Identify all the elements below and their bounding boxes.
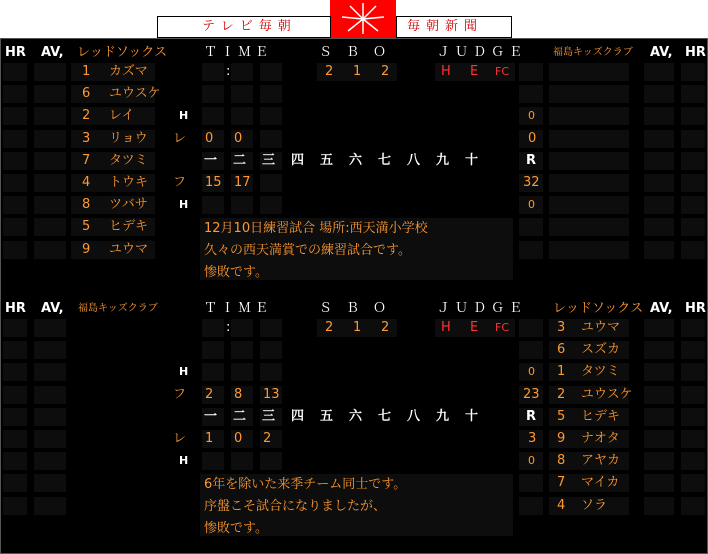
batter-number: 6	[557, 342, 566, 358]
inning-score: 0	[234, 431, 243, 446]
judge-fielders-choice: FC	[495, 321, 510, 334]
hr-slot	[3, 174, 27, 192]
inning-number: 一	[204, 152, 218, 168]
runs-total: 3	[528, 431, 537, 446]
total-slot	[519, 319, 543, 337]
batter-name: タツミ	[581, 364, 620, 380]
hits-marker: H	[179, 365, 189, 379]
inning-number: 四	[291, 408, 305, 424]
hits-total: 0	[528, 365, 535, 379]
inning-number: 九	[436, 408, 450, 424]
hr-slot	[3, 452, 27, 470]
message-line: 12月10日練習試合 場所:西天満小学校	[204, 221, 428, 237]
score-slot	[202, 85, 224, 103]
total-slot	[519, 63, 543, 81]
hr-slot	[3, 363, 27, 381]
batter-number: 4	[557, 497, 566, 513]
batter-number: 8	[82, 197, 91, 213]
opp-slot	[549, 152, 629, 170]
score-slot	[231, 363, 253, 381]
inning-score: 15	[205, 175, 222, 190]
right-av-header: AV,	[650, 45, 673, 60]
hr-slot	[681, 386, 705, 404]
total-slot	[519, 218, 543, 236]
hits-marker: H	[179, 109, 189, 123]
av-slot	[34, 408, 66, 426]
av-slot	[644, 430, 674, 448]
total-slot	[519, 341, 543, 359]
batter-name: カズマ	[109, 64, 148, 79]
runs-total: 23	[523, 386, 540, 402]
score-slot	[260, 196, 282, 214]
message-line: 久々の西天満賞での練習試合です。	[204, 243, 411, 259]
inning-number: 二	[233, 152, 247, 168]
total-slot	[519, 474, 543, 492]
score-slot	[231, 196, 253, 214]
opp-slot	[549, 218, 629, 236]
inning-score: 0	[205, 130, 214, 146]
time-label: ＴＩＭＥ	[204, 45, 273, 60]
hr-slot	[681, 319, 705, 337]
right-av-header: AV,	[650, 301, 673, 316]
sbo-count: 2	[325, 64, 334, 79]
batter-number: 3	[557, 320, 566, 335]
inning-number: 九	[436, 152, 450, 168]
hr-slot	[681, 174, 705, 192]
av-slot	[644, 341, 674, 359]
score-slot	[202, 341, 224, 359]
av-header: AV,	[41, 45, 64, 60]
av-slot	[34, 174, 66, 192]
av-slot	[34, 241, 66, 259]
batter-name: ユウマ	[581, 320, 621, 335]
score-slot	[202, 196, 224, 214]
batter-name: ユウマ	[109, 241, 149, 257]
av-slot	[644, 474, 674, 492]
batter-name: アヤカ	[581, 453, 621, 469]
batter-number: 4	[82, 175, 91, 190]
judge-hit: H	[441, 320, 451, 335]
judge-hit: H	[441, 64, 451, 79]
hits-total: 0	[528, 454, 535, 468]
burst-icon	[330, 0, 396, 38]
left-team-name: 福島キッズクラブ	[78, 303, 158, 314]
hr-slot	[3, 341, 27, 359]
batter-name: ユウスケ	[109, 86, 161, 102]
score-slot	[202, 452, 224, 470]
runs-total: 0	[528, 130, 537, 146]
team-marker: レ	[173, 130, 187, 146]
hr-slot	[3, 152, 27, 170]
hr-slot	[681, 341, 705, 359]
batter-number: 9	[82, 241, 91, 257]
opp-slot	[549, 241, 629, 259]
left-team-name: レッドソックス	[77, 45, 168, 60]
right-hr-header: HR	[685, 301, 706, 316]
total-slot	[519, 497, 543, 515]
hr-slot	[681, 196, 705, 214]
sbo-label: ＳＢＯ	[319, 301, 401, 316]
av-slot	[34, 130, 66, 148]
inning-number: 四	[291, 152, 305, 168]
team-marker: フ	[173, 175, 187, 190]
newspaper-title: 毎朝新聞	[396, 16, 512, 38]
hr-slot	[681, 452, 705, 470]
score-slot	[231, 319, 253, 337]
inning-number: 八	[407, 152, 421, 168]
hr-header: HR	[5, 45, 26, 60]
hr-slot	[681, 63, 705, 81]
score-slot	[260, 107, 282, 125]
inning-score: 2	[263, 431, 272, 446]
av-slot	[644, 497, 674, 515]
sbo-count: 2	[381, 320, 390, 335]
av-slot	[644, 452, 674, 470]
batter-number: 3	[82, 130, 91, 146]
runs-total: 32	[523, 175, 540, 190]
batter-name: ヒデキ	[109, 219, 149, 235]
inning-number: 五	[320, 408, 334, 424]
score-slot	[260, 319, 282, 337]
inning-number: 六	[349, 152, 363, 168]
hr-slot	[681, 130, 705, 148]
judge-label: ＪＵＤＧＥ	[437, 301, 528, 316]
av-header: AV,	[41, 301, 64, 316]
score-slot	[260, 130, 282, 148]
batter-name: マイカ	[581, 475, 620, 491]
av-slot	[34, 107, 66, 125]
opp-slot	[549, 63, 629, 81]
av-slot	[34, 152, 66, 170]
batter-number: 8	[557, 453, 566, 469]
hr-slot	[3, 430, 27, 448]
score-slot	[260, 341, 282, 359]
hr-slot	[3, 319, 27, 337]
score-slot	[260, 452, 282, 470]
hits-marker: H	[179, 198, 189, 212]
hr-slot	[681, 408, 705, 426]
av-slot	[34, 196, 66, 214]
judge-label: ＪＵＤＧＥ	[437, 45, 528, 60]
opp-slot	[549, 196, 629, 214]
batter-number: 5	[557, 408, 566, 424]
inning-number: 五	[320, 152, 334, 168]
right-hr-header: HR	[685, 45, 706, 60]
av-slot	[644, 130, 674, 148]
av-slot	[34, 85, 66, 103]
opp-slot	[549, 107, 629, 125]
inning-score: 17	[234, 175, 251, 190]
hr-slot	[681, 497, 705, 515]
score-slot	[231, 63, 253, 81]
time-value: :	[226, 320, 231, 335]
batter-number: 1	[557, 364, 566, 380]
batter-name: タツミ	[109, 152, 148, 168]
hr-slot	[3, 63, 27, 81]
hr-slot	[681, 241, 705, 259]
hr-slot	[681, 218, 705, 236]
sbo-count: 1	[353, 64, 362, 79]
batter-number: 9	[557, 431, 566, 446]
hr-slot	[3, 196, 27, 214]
newspaper-logo-burst	[330, 0, 396, 38]
message-line: 惨敗です。	[204, 521, 268, 537]
batter-number: 7	[82, 152, 91, 168]
inning-score: 1	[205, 431, 214, 446]
inning-score: 0	[234, 130, 243, 146]
batter-number: 2	[557, 386, 566, 402]
hits-total: 0	[528, 109, 535, 123]
judge-fielders-choice: FC	[495, 65, 510, 78]
inning-score: 8	[234, 386, 243, 402]
av-slot	[644, 152, 674, 170]
hr-slot	[3, 386, 27, 404]
judge-error: E	[470, 64, 479, 79]
batter-name: リョウ	[109, 130, 148, 146]
scoreboard	[0, 38, 708, 554]
right-team-name: レッドソックス	[553, 301, 644, 316]
hr-slot	[3, 218, 27, 236]
hr-slot	[3, 474, 27, 492]
inning-number: 七	[378, 152, 392, 168]
hr-slot	[3, 130, 27, 148]
av-slot	[34, 430, 66, 448]
sbo-label: ＳＢＯ	[319, 45, 401, 60]
hr-slot	[681, 85, 705, 103]
av-slot	[644, 63, 674, 81]
batter-name: ツバサ	[109, 197, 148, 213]
score-slot	[260, 63, 282, 81]
av-slot	[644, 196, 674, 214]
av-slot	[34, 63, 66, 81]
runs-label: R	[526, 152, 537, 168]
av-slot	[644, 241, 674, 259]
hr-header: HR	[5, 301, 26, 316]
batter-number: 2	[82, 108, 91, 124]
av-slot	[34, 386, 66, 404]
score-slot	[231, 341, 253, 359]
hr-slot	[3, 85, 27, 103]
av-slot	[644, 85, 674, 103]
av-slot	[644, 107, 674, 125]
right-team-name: 福島キッズクラブ	[553, 47, 633, 58]
total-slot	[519, 85, 543, 103]
score-slot	[202, 107, 224, 125]
av-slot	[34, 319, 66, 337]
hr-slot	[681, 152, 705, 170]
av-slot	[34, 474, 66, 492]
av-slot	[34, 497, 66, 515]
hr-slot	[3, 497, 27, 515]
inning-score: 13	[263, 386, 280, 402]
message-line: 序盤こそ試合になりましたが、	[204, 499, 387, 515]
opp-slot	[549, 174, 629, 192]
score-slot	[202, 63, 224, 81]
score-slot	[202, 363, 224, 381]
score-slot	[202, 319, 224, 337]
hits-total: 0	[528, 198, 535, 212]
message-line: 惨敗です。	[204, 265, 268, 281]
team-marker: フ	[173, 386, 187, 402]
runs-label: R	[526, 408, 537, 424]
av-slot	[34, 218, 66, 236]
sbo-count: 2	[381, 64, 390, 79]
sbo-count: 1	[353, 320, 362, 335]
hr-slot	[3, 408, 27, 426]
inning-number: 十	[465, 152, 479, 168]
sbo-count: 2	[325, 320, 334, 335]
inning-number: 三	[262, 408, 276, 424]
team-marker: レ	[173, 431, 187, 446]
score-slot	[231, 452, 253, 470]
inning-number: 一	[204, 408, 218, 424]
message-line: 6年を除いた来季チーム同士です。	[204, 477, 407, 493]
batter-number: 6	[82, 86, 91, 102]
hr-slot	[681, 474, 705, 492]
hits-marker: H	[179, 454, 189, 468]
hr-slot	[3, 241, 27, 259]
av-slot	[644, 386, 674, 404]
av-slot	[34, 341, 66, 359]
av-slot	[644, 319, 674, 337]
hr-slot	[681, 107, 705, 125]
av-slot	[34, 363, 66, 381]
time-value: :	[226, 64, 231, 79]
inning-number: 八	[407, 408, 421, 424]
score-slot	[260, 363, 282, 381]
batter-number: 7	[557, 475, 566, 491]
batter-name: ヒデキ	[581, 408, 621, 424]
batter-name: トウキ	[109, 175, 149, 190]
judge-error: E	[470, 320, 479, 335]
hr-slot	[3, 107, 27, 125]
tv-station-title: テレビ毎朝	[157, 16, 331, 38]
inning-number: 七	[378, 408, 392, 424]
batter-number: 5	[82, 219, 91, 235]
av-slot	[644, 363, 674, 381]
time-label: ＴＩＭＥ	[204, 301, 273, 316]
batter-name: ソラ	[581, 497, 608, 513]
batter-number: 1	[82, 64, 91, 79]
batter-name: ユウスケ	[581, 386, 633, 402]
inning-number: 三	[262, 152, 276, 168]
score-slot	[231, 107, 253, 125]
inning-number: 十	[465, 408, 479, 424]
score-slot	[260, 174, 282, 192]
inning-number: 二	[233, 408, 247, 424]
hr-slot	[681, 430, 705, 448]
total-slot	[519, 241, 543, 259]
opp-slot	[549, 85, 629, 103]
av-slot	[644, 218, 674, 236]
batter-name: レイ	[109, 108, 135, 124]
score-slot	[231, 85, 253, 103]
av-slot	[644, 408, 674, 426]
inning-score: 2	[205, 386, 214, 402]
inning-number: 六	[349, 408, 363, 424]
batter-name: スズカ	[581, 342, 621, 358]
score-slot	[260, 85, 282, 103]
batter-name: ナオタ	[581, 431, 620, 446]
hr-slot	[681, 363, 705, 381]
opp-slot	[549, 130, 629, 148]
av-slot	[34, 452, 66, 470]
av-slot	[644, 174, 674, 192]
